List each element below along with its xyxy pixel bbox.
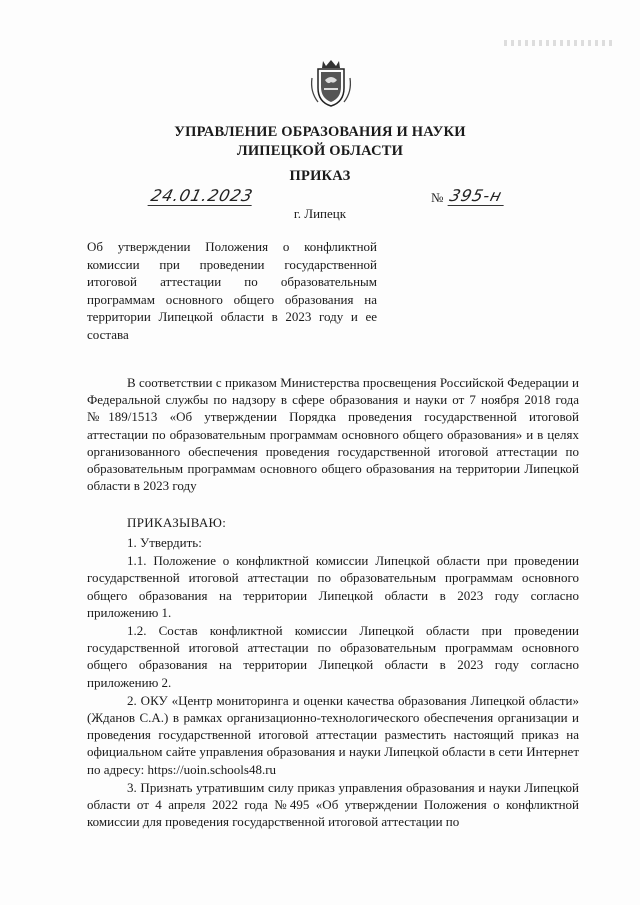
item-1-1: 1.1. Положение о конфликтной комиссии Липецкой области при проведении государственной итоговой аттестации по образовательным программам основного общего образования на территории Липецкой области в 2023 году согласно приложению 1. xyxy=(87,553,579,620)
preamble-paragraph: В соответствии с приказом Министерства просвещения Российской Федерации и Федеральной службы по надзору в сфере образования и науки от 7 ноября 2018 года №189/1513 «Об утверждении Порядка проведения государственной итоговой аттестации по образовательным программам основного общего образования» и в целях организованного обеспечения проведения государственной итоговой аттестации по образовательным программам основного общего образования на территории Липецкой области в 2023 году xyxy=(87,375,579,494)
scan-artifact xyxy=(504,40,614,46)
city: г. Липецк xyxy=(293,206,347,221)
item-1-2: 1.2. Состав конфликтной комиссии Липецкой области при проведении государственной итоговой аттестации по образовательным программам основного общего образования на территории Липецкой области в 2023 году согласно приложению 2. xyxy=(87,623,579,690)
order-number: 395-н xyxy=(448,186,509,206)
item-1: 1. Утвердить: xyxy=(127,535,202,550)
item-2: 2. ОКУ «Центр мониторинга и оценки качества образования Липецкой области» (Жданов С.А.) в рамках организационно-технологического обеспечения организации и проведения государственной итоговой аттестации разместить настоящий приказ на официальном сайте управления образования и науки Липецкой области в сети Интернет по адресу: https://uoin.schools48.ru xyxy=(87,692,579,777)
order-number-label: № xyxy=(431,190,444,205)
org-name-line1: УПРАВЛЕНИЕ ОБРАЗОВАНИЯ И НАУКИ xyxy=(174,124,466,140)
order-items xyxy=(87,534,579,831)
item-3: 3. Признать утратившим силу приказ управления образования и науки Липецкой области от 4 апреля 2022 года №495 «Об утверждении Положения о конфликтной комиссии для проведения государственной итоговой аттестации по xyxy=(87,779,579,830)
order-subject: Об утверждении Положения о конфликтной комиссии при проведении государственной итоговой аттестации по образовательным программам основного общего образования на территории Липецкой области в 2023 году и ее состава xyxy=(87,239,377,342)
order-date: 24.01.2023 xyxy=(148,186,256,205)
org-name-line2: ЛИПЕЦКОЙ ОБЛАСТИ xyxy=(236,143,404,159)
decree-heading: ПРИКАЗЫВАЮ: xyxy=(127,515,227,530)
coat-of-arms-icon xyxy=(304,58,358,108)
document-type: ПРИКАЗ xyxy=(289,168,351,184)
